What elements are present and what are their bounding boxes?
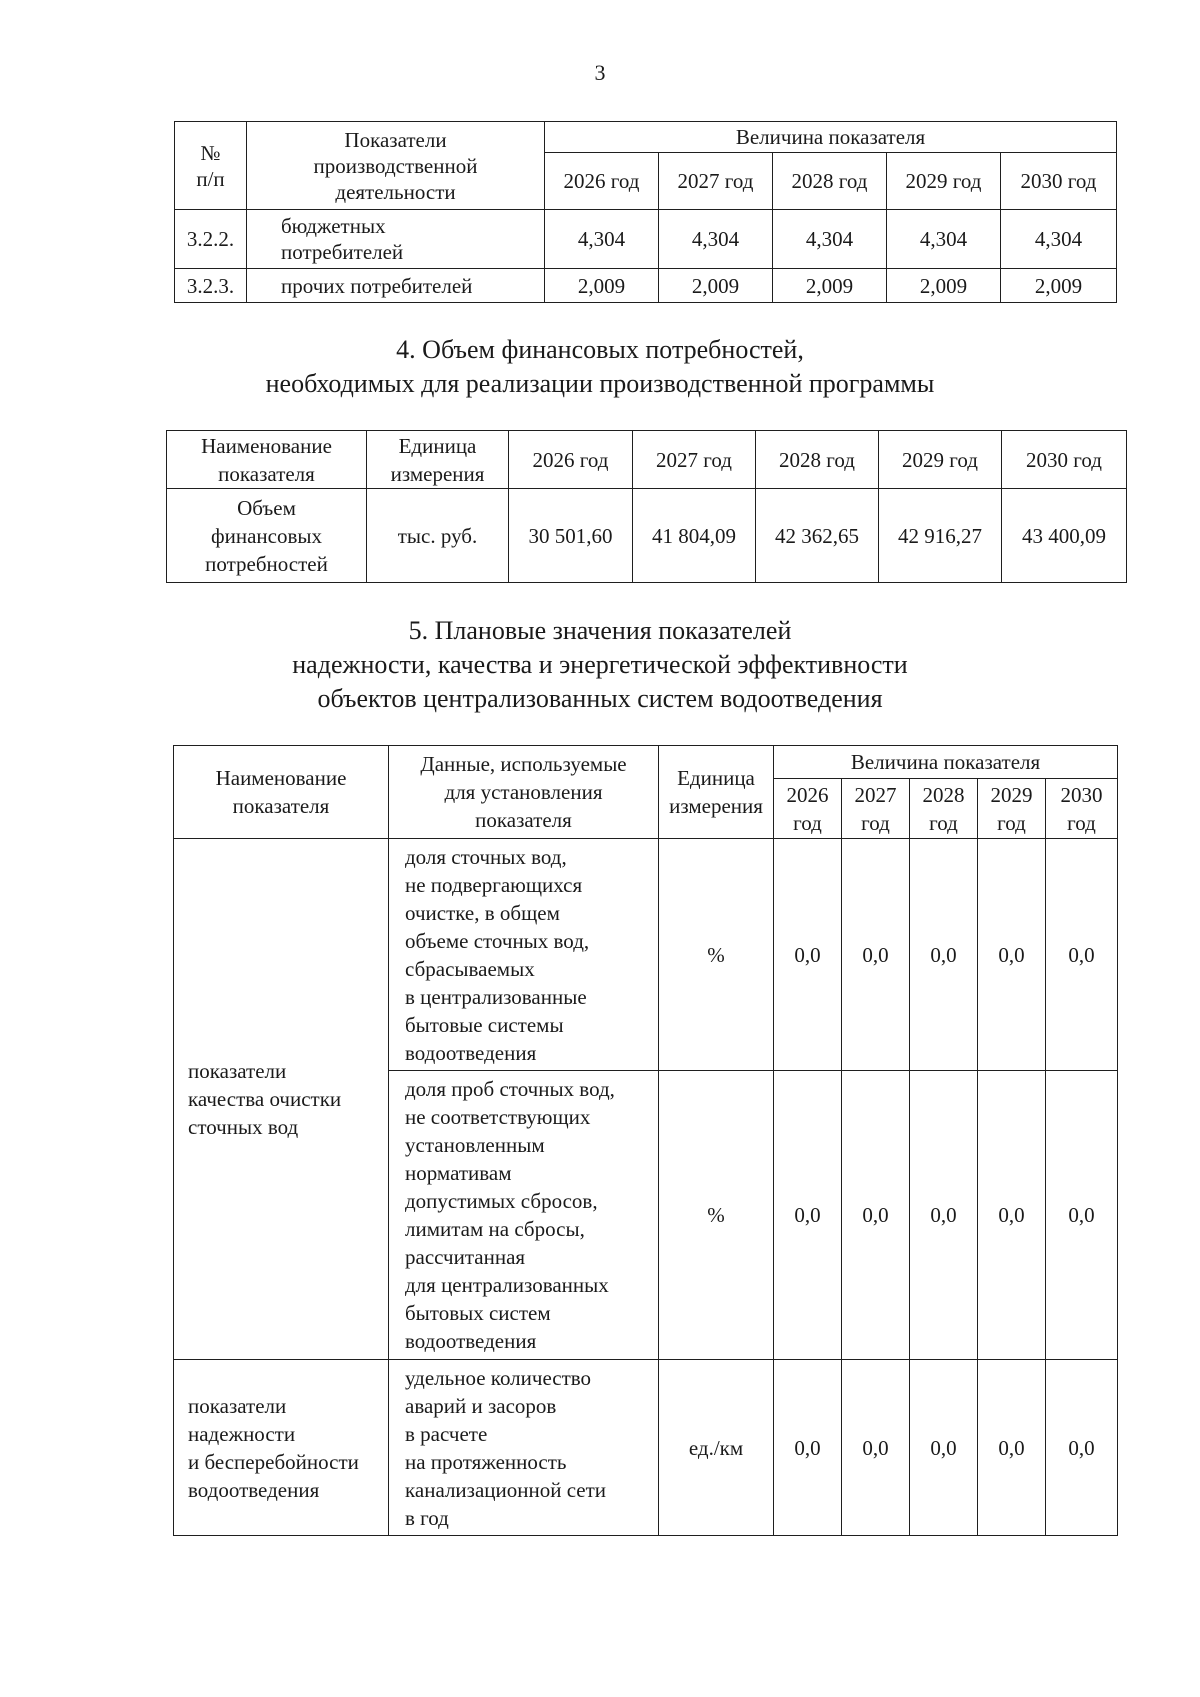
row-value: 0,0 [1046, 1360, 1118, 1536]
header-unit: Единица измерения [659, 746, 774, 839]
header-name: Наименование показателя [167, 431, 367, 489]
table-row [175, 210, 1117, 269]
reliability-indicators-table [173, 745, 1118, 1536]
row-value: 0,0 [1046, 1071, 1118, 1360]
row-value: 2,009 [545, 269, 659, 303]
row-value: 0,0 [910, 1360, 978, 1536]
header-year: 2029 год [879, 431, 1002, 489]
header-year: 2027 год [659, 153, 773, 210]
row-value: 2,009 [659, 269, 773, 303]
header-year: 2028 год [910, 779, 978, 839]
header-year: 2028 год [773, 153, 887, 210]
row-value: 0,0 [978, 1360, 1046, 1536]
header-year: 2029 год [887, 153, 1001, 210]
row-data: удельное количество аварий и засоров в расчете на протяженность канализационной сети в год [389, 1360, 659, 1536]
header-year: 2026 год [774, 779, 842, 839]
row-value: 0,0 [774, 1360, 842, 1536]
row-value: 2,009 [1001, 269, 1117, 303]
row-value: 2,009 [887, 269, 1001, 303]
row-name: бюджетных потребителей [247, 210, 545, 269]
table-row [167, 489, 1127, 583]
row-value: 30 501,60 [509, 489, 633, 583]
section-heading-5: 5. Плановые значения показателей надежности, качества и энергетической эффективности объектов централизованных систем водоотведения [292, 616, 908, 713]
row-value: 0,0 [842, 1071, 910, 1360]
row-value: 4,304 [887, 210, 1001, 269]
row-data: доля сточных вод, не подвергающихся очистке, в общем объеме сточных вод, сбрасываемых в централизованные бытовые системы водоотведения [389, 839, 659, 1071]
row-value: 2,009 [773, 269, 887, 303]
row-num: 3.2.2. [175, 210, 247, 269]
table-row [175, 269, 1117, 303]
group-name: показатели качества очистки сточных вод [174, 839, 389, 1360]
header-year: 2030 год [1002, 431, 1127, 489]
header-num: № п/п [175, 122, 247, 210]
header-value-group: Величина показателя [774, 746, 1118, 779]
row-name: Объем финансовых потребностей [167, 489, 367, 583]
header-name: Наименование показателя [174, 746, 389, 839]
row-value: 43 400,09 [1002, 489, 1127, 583]
header-year: 2029 год [978, 779, 1046, 839]
group-name: показатели надежности и бесперебойности водоотведения [174, 1360, 389, 1536]
header-year: 2026 год [545, 153, 659, 210]
row-value: 0,0 [774, 1071, 842, 1360]
table-row [174, 839, 1118, 1071]
row-value: 0,0 [1046, 839, 1118, 1071]
row-value: 4,304 [1001, 210, 1117, 269]
header-year: 2030 год [1001, 153, 1117, 210]
row-unit: % [659, 839, 774, 1071]
header-data: Данные, используемые для установления показателя [389, 746, 659, 839]
page-number: 3 [594, 60, 606, 85]
row-value: 41 804,09 [633, 489, 756, 583]
row-value: 0,0 [978, 839, 1046, 1071]
row-value: 0,0 [910, 839, 978, 1071]
row-value: 4,304 [659, 210, 773, 269]
header-indicator: Показатели производственной деятельности [247, 122, 545, 210]
row-unit: ед./км [659, 1360, 774, 1536]
header-year: 2027 год [633, 431, 756, 489]
header-year: 2028 год [756, 431, 879, 489]
row-num: 3.2.3. [175, 269, 247, 303]
row-value: 4,304 [773, 210, 887, 269]
row-value: 4,304 [545, 210, 659, 269]
row-value: 42 362,65 [756, 489, 879, 583]
row-value: 0,0 [842, 839, 910, 1071]
row-value: 0,0 [910, 1071, 978, 1360]
row-value: 0,0 [978, 1071, 1046, 1360]
row-value: 0,0 [842, 1360, 910, 1536]
row-value: 42 916,27 [879, 489, 1002, 583]
header-value-group: Величина показателя [545, 122, 1117, 153]
section-heading-4: 4. Объем финансовых потребностей, необходимых для реализации производственной программы [265, 335, 935, 398]
row-name: прочих потребителей [247, 269, 545, 303]
financial-needs-table [166, 430, 1127, 583]
row-data: доля проб сточных вод, не соответствующих установленным нормативам допустимых сбросов, лимитам на сбросы, рассчитанная для централизованных бытовых систем водоотведения [389, 1071, 659, 1360]
row-unit: % [659, 1071, 774, 1360]
header-unit: Единица измерения [367, 431, 509, 489]
header-year: 2026 год [509, 431, 633, 489]
row-value: 0,0 [774, 839, 842, 1071]
header-year: 2030 год [1046, 779, 1118, 839]
production-indicators-table [174, 121, 1117, 303]
header-year: 2027 год [842, 779, 910, 839]
row-unit: тыс. руб. [367, 489, 509, 583]
table-row [174, 1360, 1118, 1536]
